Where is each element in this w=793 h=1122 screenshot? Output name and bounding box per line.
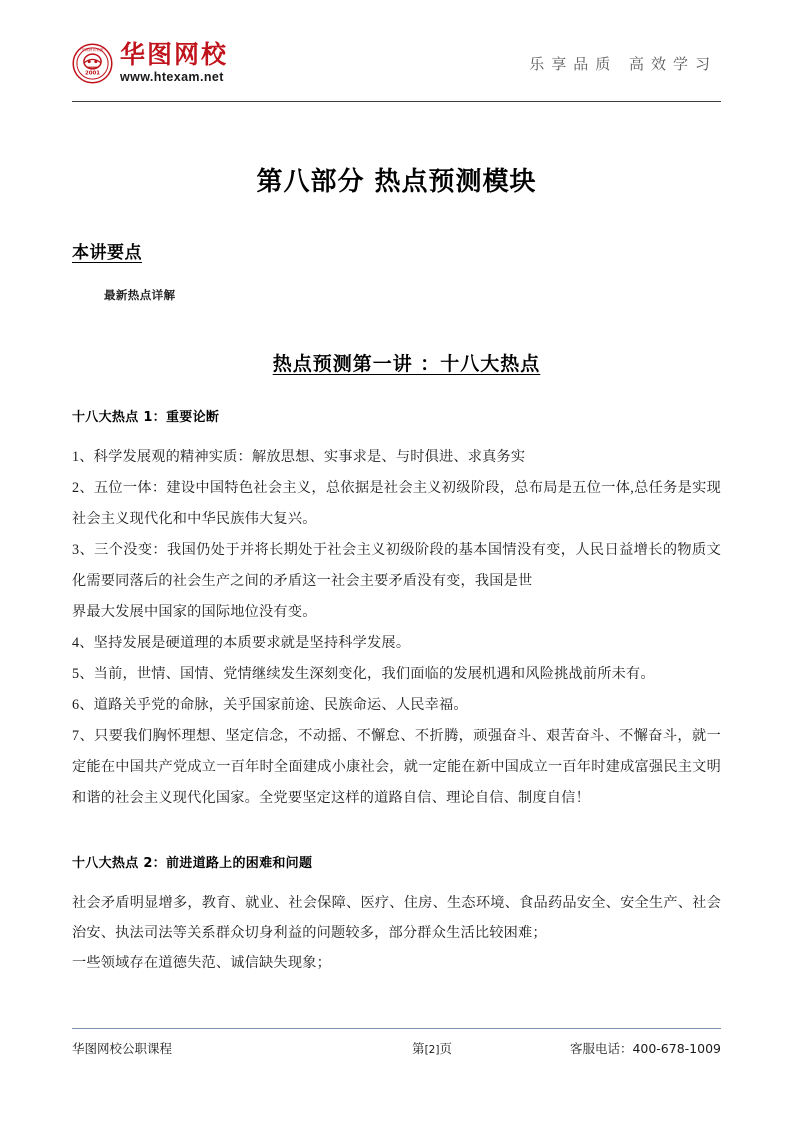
topic-2-paragraphs bbox=[72, 888, 721, 978]
paragraph: 一些领域存在道德失范、诚信缺失现象； bbox=[72, 954, 331, 971]
lecture-title-text: 热点预测第一讲 ：十八大热点 bbox=[272, 352, 541, 375]
lecture-title bbox=[72, 349, 721, 376]
topic-heading-1: 十八大热点 1：重要论断 bbox=[72, 409, 220, 425]
page-prefix-label: 第 bbox=[412, 1041, 425, 1056]
page-footer bbox=[72, 1028, 721, 1057]
paragraph: 5、当前，世情、国情、党情继续发生深刻变化，我们面临的发展机遇和风险挑战前所未有。 bbox=[72, 665, 655, 682]
topic-1-paragraphs bbox=[72, 442, 721, 814]
footer-course-label: 华图网校公职课程 bbox=[72, 1041, 173, 1056]
logo-wordmark bbox=[120, 42, 228, 84]
footer-divider bbox=[72, 1028, 721, 1029]
brand-logo[interactable] bbox=[72, 42, 228, 84]
footer-service-phone: 客服电话：400-678-1009 bbox=[569, 1041, 721, 1056]
header-divider bbox=[72, 101, 721, 102]
page-header bbox=[0, 0, 793, 108]
paragraph: 1、科学发展观的精神实质：解放思想、实事求是、与时俱进、求真务实 bbox=[72, 448, 526, 465]
page-number-field: [2] bbox=[424, 1044, 440, 1056]
section-heading-wrap bbox=[72, 200, 721, 263]
logo-website-url[interactable]: www.htexam.net bbox=[120, 70, 224, 85]
logo-brand-name: 华图网校 bbox=[120, 40, 229, 70]
paragraph: 2、五位一体：建设中国特色社会主义，总依据是社会主义初级阶段，总布局是五位一体,总任务是实现社会主义现代化和中华民族伟大复兴。 bbox=[72, 479, 721, 527]
footer-page-indicator bbox=[372, 1039, 492, 1057]
header-inner bbox=[72, 34, 721, 92]
paragraph: 6、道路关乎党的命脉，关乎国家前途、民族命运、人民幸福。 bbox=[72, 696, 468, 713]
topic-heading-2: 十八大热点 2：前进道路上的困难和问题 bbox=[72, 855, 313, 871]
seal-emblem-icon bbox=[72, 43, 113, 84]
footer-row bbox=[72, 1039, 721, 1057]
paragraph: 3、三个没变：我国仍处于并将长期处于社会主义初级阶段的基本国情没有变，人民日益增长的物质文化需要同落后的社会生产之间的矛盾这一社会主要矛盾没有变，我国是世 bbox=[72, 541, 721, 589]
paragraph: 界最大发展中国家的国际地位没有变。 bbox=[72, 603, 317, 620]
header-tagline: 乐享品质 高效学习 bbox=[529, 54, 717, 73]
paragraph: 7、只要我们胸怀理想、坚定信念，不动摇、不懈怠、不折腾，顽强奋斗、艰苦奋斗、不懈奋斗，就一定能在中国共产党成立一百年时全面建成小康社会，就一定能在新中国成立一百年时建成富强民主文明和谐的社会主义现代化国家。全党要坚定这样的道路自信、理论自信、制度自信！ bbox=[72, 727, 721, 806]
page-suffix-label: 页 bbox=[439, 1041, 452, 1056]
section-note: 最新热点详解 bbox=[104, 287, 176, 302]
paragraph: 社会矛盾明显增多，教育、就业、社会保障、医疗、住房、生态环境、食品药品安全、安全生产、社会治安、执法司法等关系群众切身利益的问题较多，部分群众生活比较困难； bbox=[72, 894, 721, 941]
paragraph: 4、坚持发展是硬道理的本质要求就是坚持科学发展。 bbox=[72, 634, 411, 651]
section-heading-key-points: 本讲要点 bbox=[72, 242, 142, 263]
document-content bbox=[72, 108, 721, 978]
page-title: 第八部分 热点预测模块 bbox=[256, 167, 537, 197]
svg-text:2001: 2001 bbox=[84, 70, 101, 77]
svg-text:华图教育集团: 华图教育集团 bbox=[81, 47, 104, 52]
